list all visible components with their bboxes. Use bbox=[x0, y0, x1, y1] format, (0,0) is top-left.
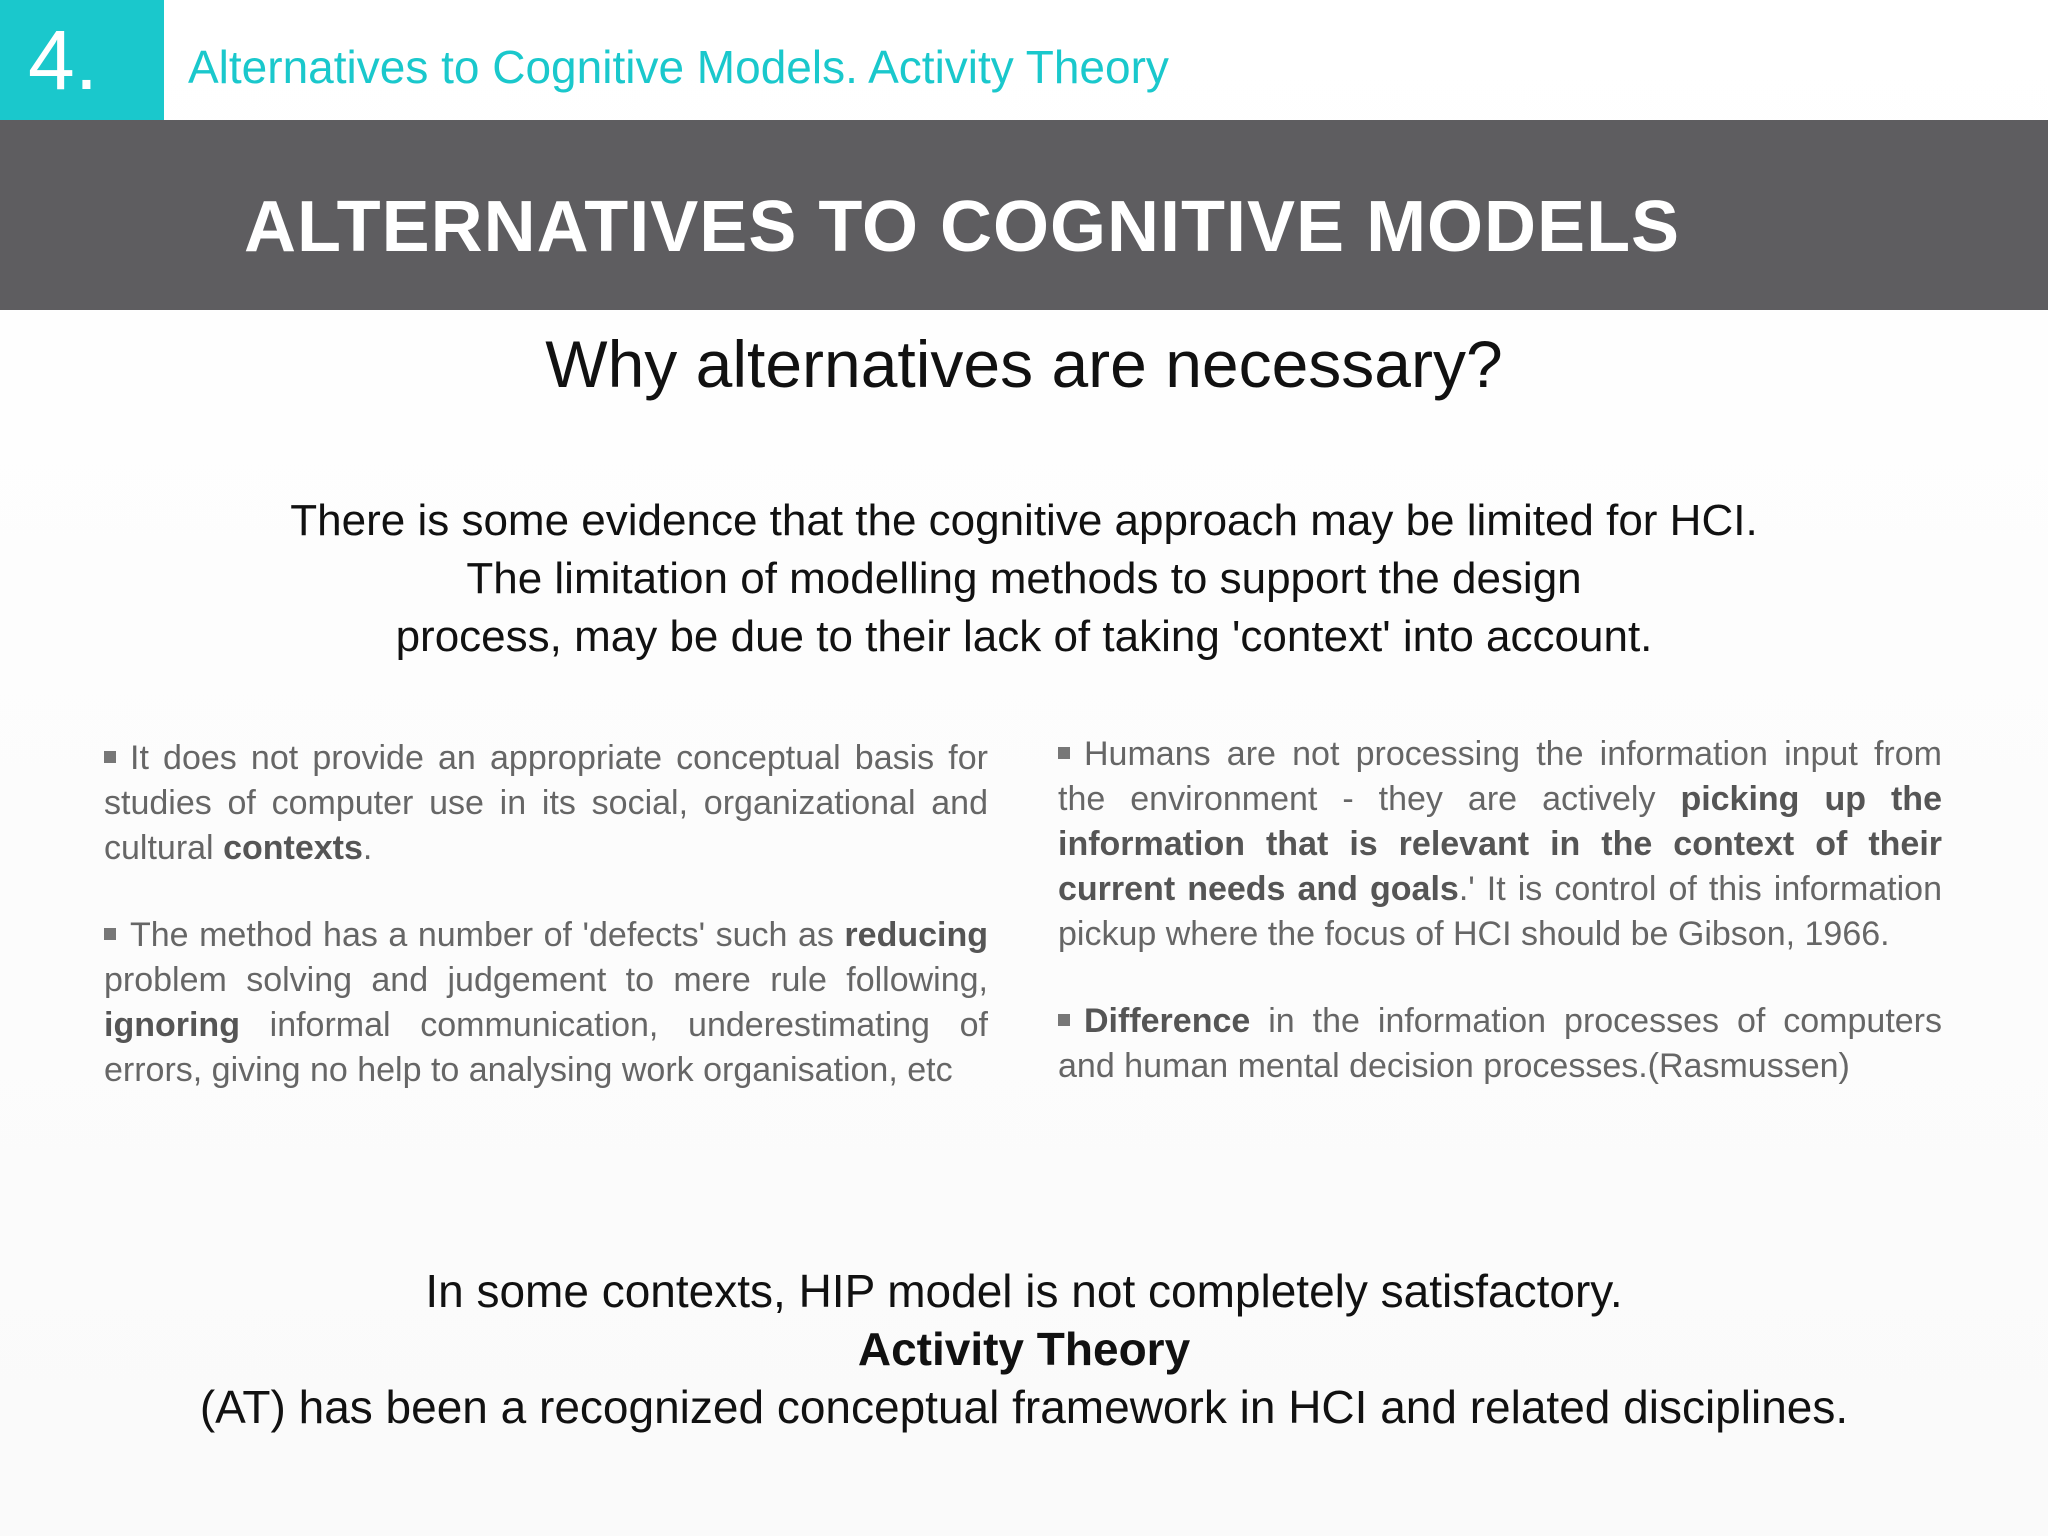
outro-line-2: Activity Theory (AT) has been a recognized conceptual framework in HCI and related disciplines. bbox=[199, 1323, 1849, 1433]
square-bullet-icon bbox=[104, 928, 116, 940]
square-bullet-icon bbox=[1058, 1014, 1070, 1026]
slide-subtitle: Why alternatives are necessary? bbox=[545, 327, 1503, 401]
intro-line-3: process, may be due to their lack of taking 'context' into account. bbox=[395, 612, 1653, 661]
intro-paragraph bbox=[150, 492, 1898, 666]
square-bullet-icon bbox=[104, 751, 116, 763]
intro-line-1: There is some evidence that the cognitive approach may be limited for HCI. bbox=[290, 496, 1758, 545]
intro-line-2: The limitation of modelling methods to support the design bbox=[466, 554, 1582, 603]
right-bullet-1: Humans are not processing the information input from the environment - they are actively picking up the information that is relevant in the context of their current needs and goals.' It is control of this information pickup where the focus of HCI should be Gibson, 1966. bbox=[1058, 735, 1942, 953]
left-column bbox=[104, 736, 988, 1135]
slide-title: ALTERNATIVES TO COGNITIVE MODELS bbox=[244, 187, 1681, 267]
outro-paragraph bbox=[100, 1262, 1948, 1436]
outro-line-1: In some contexts, HIP model is not completely satisfactory. bbox=[425, 1265, 1623, 1317]
section-number: 4. bbox=[0, 0, 164, 120]
square-bullet-icon bbox=[1058, 747, 1070, 759]
left-bullet-1: It does not provide an appropriate conceptual basis for studies of computer use in its social, organizational and cultural contexts. bbox=[104, 739, 988, 867]
right-column bbox=[1058, 732, 1942, 1131]
right-bullet-2: Difference in the information processes of computers and human mental decision processes.(Rasmussen) bbox=[1058, 1002, 1942, 1085]
section-title: Alternatives to Cognitive Models. Activity Theory bbox=[188, 41, 1169, 93]
left-bullet-2: The method has a number of 'defects' such as reducing problem solving and judgement to mere rule following, ignoring informal communication, underestimating of errors, giving no help to analysing work organisation, etc bbox=[104, 916, 988, 1089]
